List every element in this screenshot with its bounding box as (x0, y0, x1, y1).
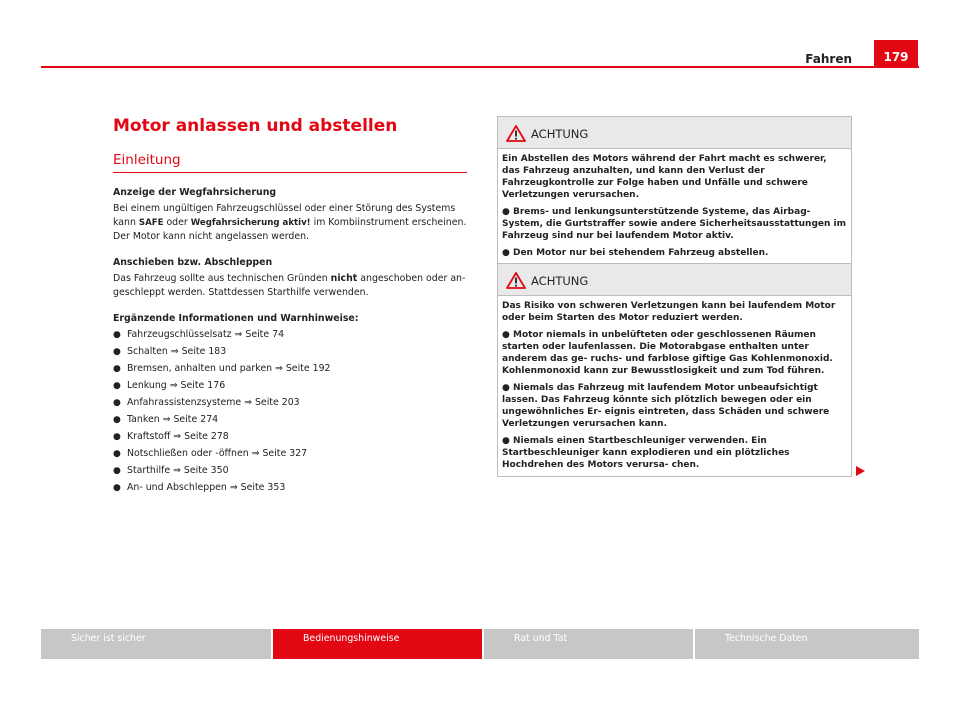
list-item[interactable] (113, 447, 467, 461)
list-item-text: Kraftstoff ⇒ Seite 278 (127, 431, 229, 442)
warning-title: ACHTUNG (531, 274, 589, 288)
warning-title: ACHTUNG (531, 127, 589, 141)
info-heading: Ergänzende Informationen und Warnhinweise: (113, 313, 359, 324)
bullet: ● (113, 347, 121, 357)
warning-paragraph: ● Motor niemals in unbelüfteten oder geschlossenen Räumen starten oder laufenlassen. Die Motorabgase enthalten unter anderem das ge- ruchs- und farblose giftige Gas Kohlenmonoxid. Kohlenmonoxid kann zur Bewusstlosigkeit und zum Tod führen. (502, 330, 833, 376)
list-item[interactable] (113, 345, 467, 359)
footer-tab-bedienung[interactable]: Bedienungshinweise (273, 629, 482, 659)
page-title: Motor anlassen und abstellen (113, 116, 398, 136)
header-rule (41, 66, 919, 68)
chapter-title: Fahren (805, 52, 852, 66)
bullet: ● (113, 330, 121, 340)
reference-list (113, 328, 467, 495)
warning-triangle-icon (506, 125, 526, 142)
bullet: ● (113, 449, 121, 459)
wegfahr-message: Wegfahrsicherung aktiv! (190, 218, 311, 228)
left-column (113, 116, 467, 498)
list-item[interactable] (113, 464, 467, 478)
bullet: ● (113, 483, 121, 493)
wegfahr-text (113, 202, 467, 244)
warning-header (498, 264, 851, 296)
anschieben-bold: nicht (330, 273, 358, 284)
warning-body (498, 149, 851, 264)
footer-tab-technik[interactable]: Technische Daten (695, 629, 919, 659)
list-item[interactable] (113, 430, 467, 444)
list-item-text: Anfahrassistenzsysteme ⇒ Seite 203 (127, 397, 300, 408)
anschieben-text-2: angeschoben oder an- geschleppt werden. Stattdessen Starthilfe verwenden. (113, 273, 466, 298)
warning-header (498, 117, 851, 149)
list-item-text: Schalten ⇒ Seite 183 (127, 346, 227, 357)
wegfahr-text-3: im Kombiinstrument erscheinen. Der Motor kann nicht angelassen werden. (113, 217, 467, 242)
anschieben-heading: Anschieben bzw. Abschleppen (113, 257, 273, 268)
list-item-text: An- und Abschleppen ⇒ Seite 353 (127, 482, 286, 493)
warning-paragraph: ● Niemals das Fahrzeug mit laufendem Motor unbeaufsichtigt lassen. Das Fahrzeug könnte sich plötzlich bewegen oder ein ungewöhnliches Er- eignis eintreten, dass Schäden und schwere Verletzungen verursachen kann. (502, 383, 830, 429)
anschieben-text (113, 272, 467, 300)
wegfahr-text-1: Bei einem ungültigen Fahrzeugschlüssel oder einer Störung des Systems kann (113, 203, 456, 228)
list-item[interactable] (113, 413, 467, 427)
warning-paragraph: ● Brems- und lenkungsunterstützende Systeme, das Airbag-System, die Gurtstraffer sowie andere Sicherheitsausstattungen im Fahrzeug sind nur bei laufendem Motor aktiv. (502, 207, 847, 241)
warning-body (498, 296, 851, 476)
warning-triangle-icon (506, 272, 526, 289)
warning-paragraph: ● Den Motor nur bei stehendem Fahrzeug abstellen. (502, 248, 769, 258)
wegfahr-text-2: oder (163, 217, 191, 228)
bullet: ● (113, 432, 121, 442)
list-item-text: Fahrzeugschlüsselsatz ⇒ Seite 74 (127, 329, 285, 340)
list-item-text: Tanken ⇒ Seite 274 (127, 414, 219, 425)
warning-paragraph: ● Niemals einen Startbeschleuniger verwenden. Ein Startbeschleuniger kann explodieren und ein plötzliches Hochdrehen des Motors verursa- chen. (502, 436, 790, 470)
bullet: ● (113, 381, 121, 391)
bullet: ● (113, 415, 121, 425)
page-number: 179 (874, 40, 918, 68)
list-item[interactable] (113, 379, 467, 393)
bullet: ● (113, 466, 121, 476)
warning-box-2 (497, 263, 852, 477)
list-item-text: Starthilfe ⇒ Seite 350 (127, 465, 229, 476)
warning-box-1 (497, 116, 852, 265)
footer-tab-rat[interactable]: Rat und Tat (484, 629, 693, 659)
bullet: ● (113, 398, 121, 408)
list-item-text: Bremsen, anhalten und parken ⇒ Seite 192 (127, 363, 331, 374)
section-title: Einleitung (113, 152, 467, 173)
anschieben-text-1: Das Fahrzeug sollte aus technischen Gründen (113, 273, 331, 284)
warning-paragraph: Ein Abstellen des Motors während der Fahrt macht es schwerer, das Fahrzeug anzuhalten, und kann den Verlust der Fahrzeugkontrolle zur Folge haben und Unfälle und schwere Verletzungen verursachen. (502, 154, 827, 200)
list-item[interactable] (113, 396, 467, 410)
continue-arrow-icon[interactable] (856, 466, 865, 476)
footer-tab-sicher[interactable]: Sicher ist sicher (41, 629, 271, 659)
safe-symbol: SAFE (138, 218, 164, 228)
footer-nav (41, 629, 919, 659)
warning-paragraph: Das Risiko von schweren Verletzungen kann bei laufendem Motor oder beim Starten des Motor reduziert werden. (502, 301, 836, 323)
bullet: ● (113, 364, 121, 374)
wegfahr-heading: Anzeige der Wegfahrsicherung (113, 187, 277, 198)
list-item-text: Notschließen oder -öffnen ⇒ Seite 327 (127, 448, 308, 459)
list-item-text: Lenkung ⇒ Seite 176 (127, 380, 226, 391)
list-item[interactable] (113, 328, 467, 342)
list-item[interactable] (113, 481, 467, 495)
list-item[interactable] (113, 362, 467, 376)
